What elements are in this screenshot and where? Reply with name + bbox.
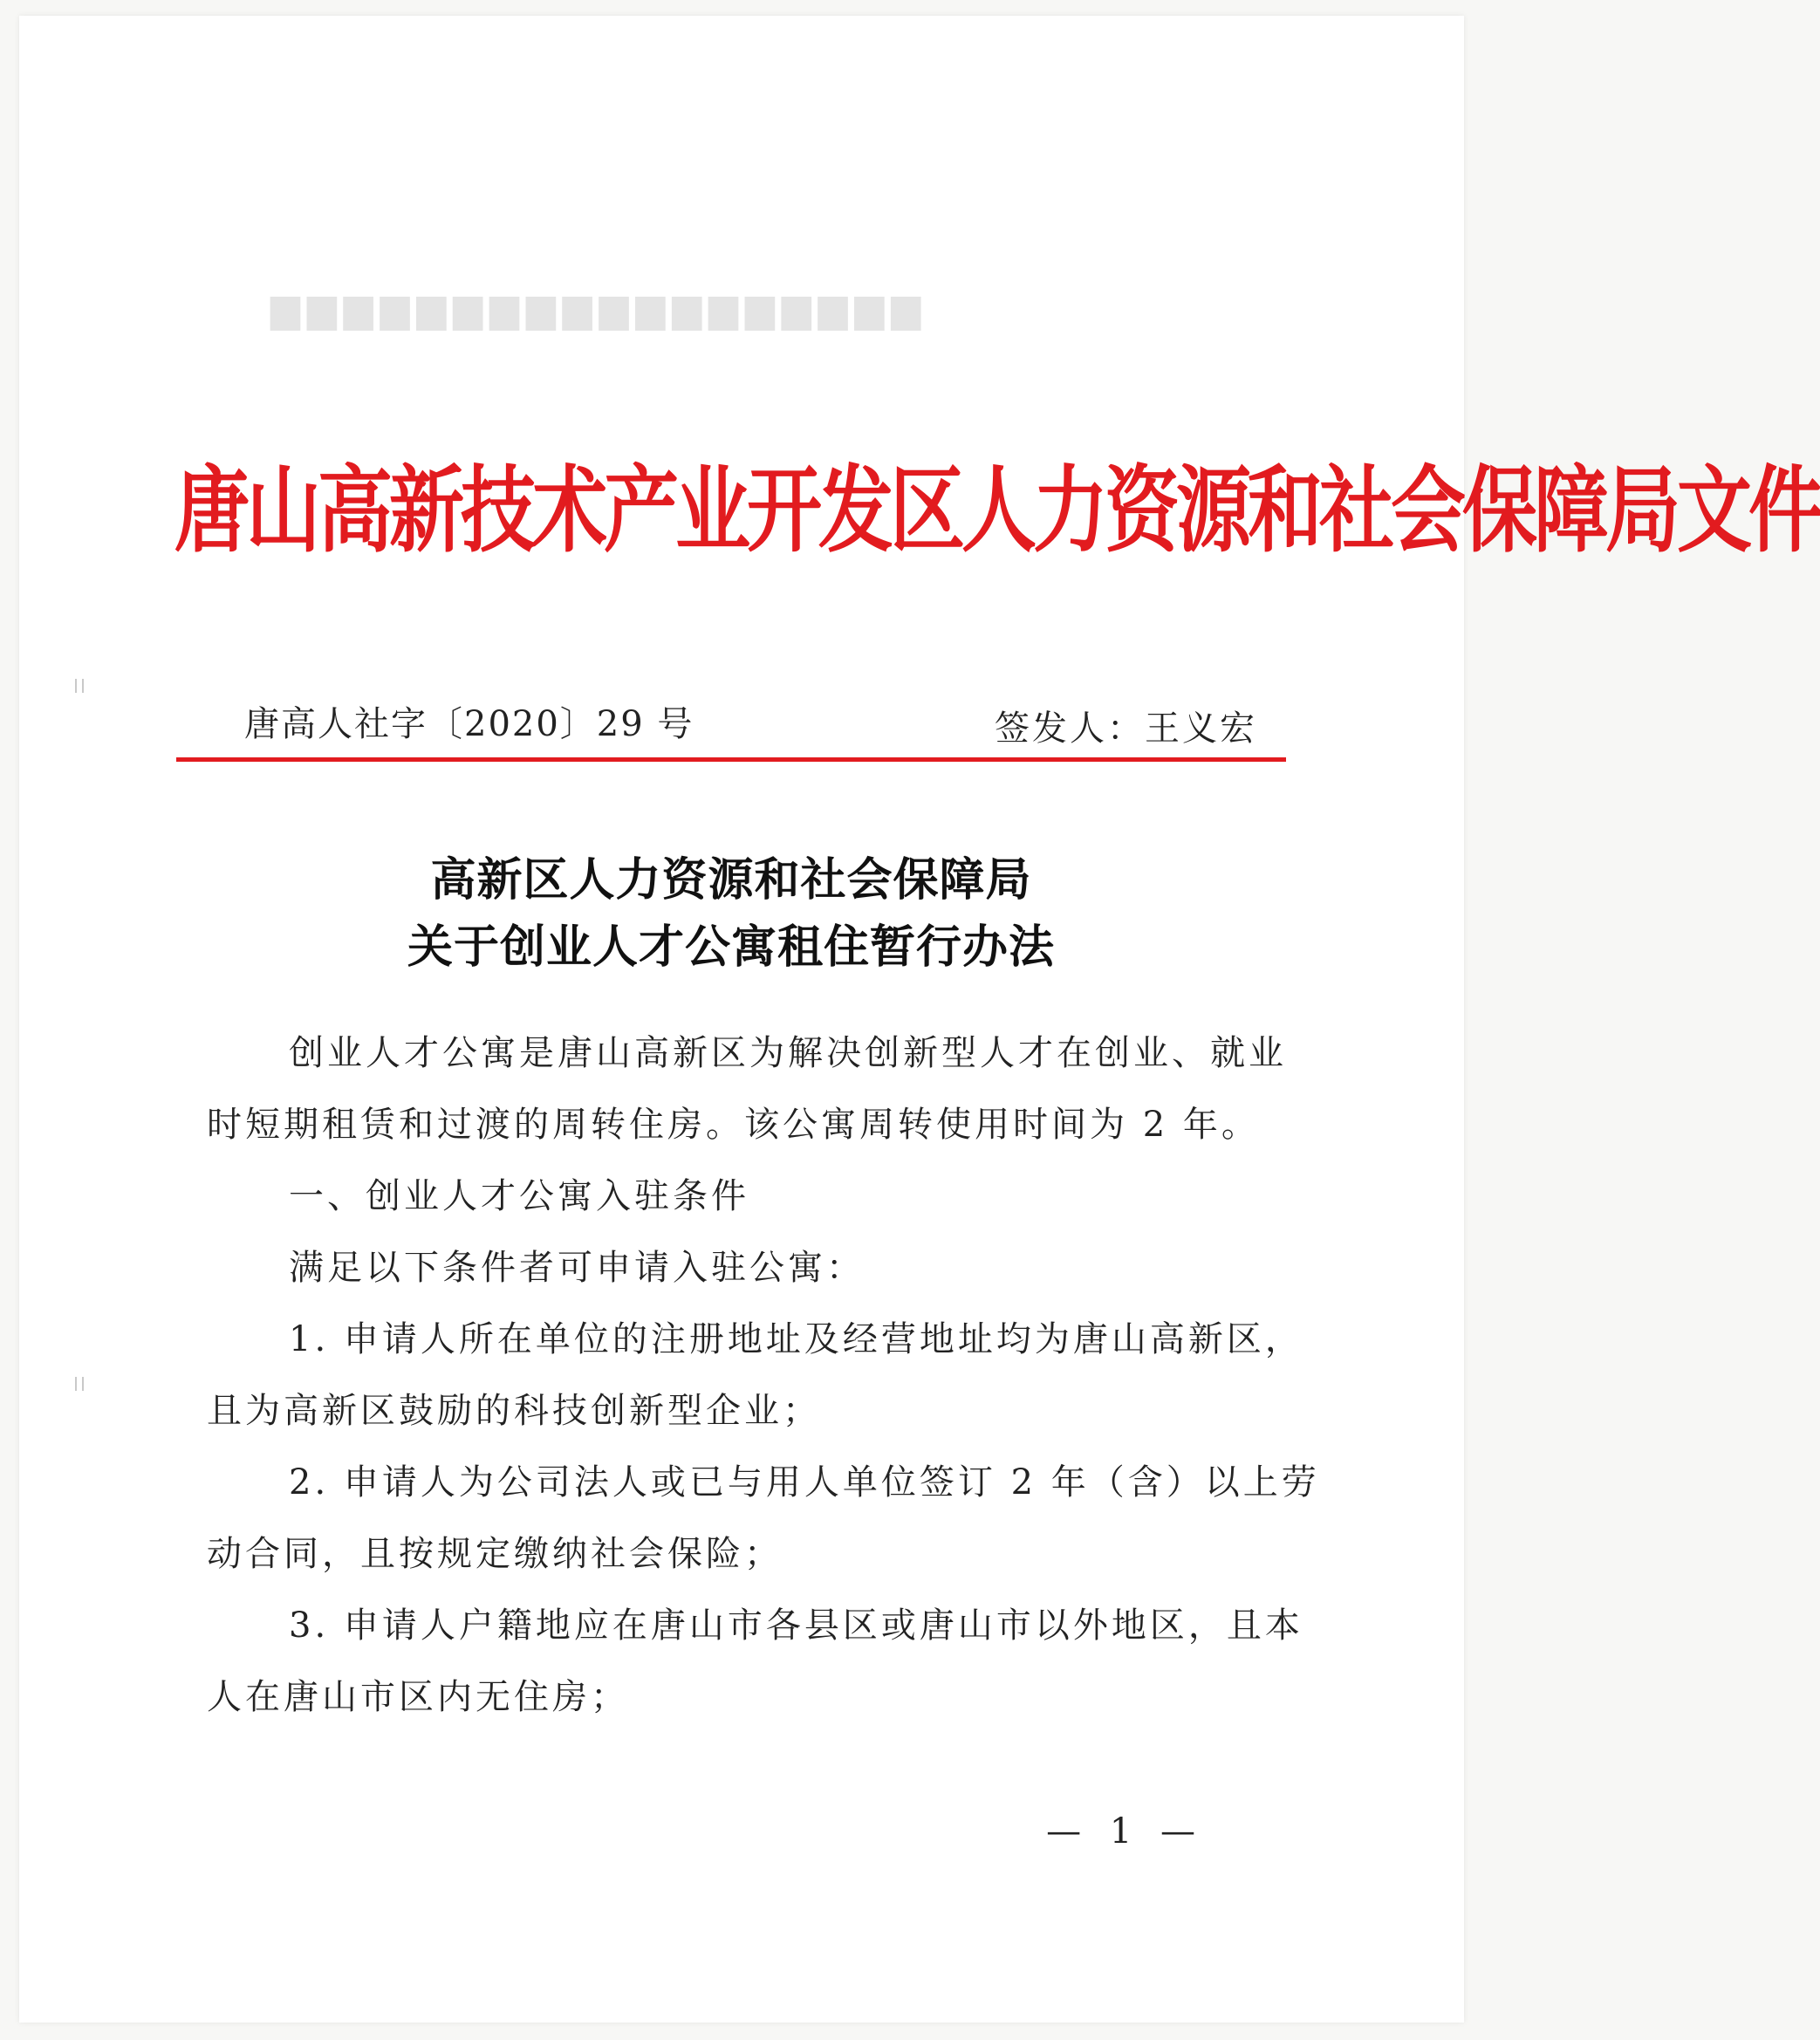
item-2-line-2: 动合同，且按规定缴纳社会保险；: [207, 1534, 783, 1574]
red-divider-rule: [176, 757, 1286, 762]
document-number: 唐高人社字〔2020〕29 号: [244, 704, 694, 744]
document-page: [19, 16, 1820, 2023]
intro-line-1: 创业人才公寓是唐山高新区为解决创新型人才在创业、就业: [289, 1033, 1287, 1073]
item-3-line-1: 3. 申请人户籍地应在唐山市各县区或唐山市以外地区，且本: [289, 1605, 1303, 1646]
document-title-line-2: 关于创业人才公寓租住暂行办法: [407, 921, 1055, 974]
issuer-signature-label: 签发人：王义宏: [995, 709, 1257, 749]
item-1-line-1: 1. 申请人所在单位的注册地址及经营地址均为唐山高新区，: [289, 1319, 1303, 1359]
intro-line-2: 时短期租赁和过渡的周转住房。该公寓周转使用时间为 2 年。: [207, 1105, 1260, 1145]
binding-mark: [75, 679, 84, 693]
body-text: [207, 1017, 1320, 1733]
condition-intro: 满足以下条件者可申请入驻公寓：: [289, 1248, 865, 1288]
binding-mark: [75, 1377, 84, 1391]
red-header-title: 唐山高新技术产业开发区人力资源和社会保障局文件: [174, 455, 1820, 565]
item-1-line-2: 且为高新区鼓励的科技创新型企业；: [207, 1391, 821, 1431]
bleed-through-text: ▆▆▆▆▆▆▆▆▆▆▆▆▆▆▆▆▆▆: [263, 286, 921, 331]
item-2-line-1: 2. 申请人为公司法人或已与用人单位签订 2 年（含）以上劳: [289, 1462, 1320, 1503]
document-title-line-1: 高新区人力资源和社会保障局: [430, 853, 1032, 907]
page-number: — 1 —: [1046, 1811, 1204, 1852]
item-3-line-2: 人在唐山市区内无住房；: [207, 1677, 629, 1717]
section-heading: 一、创业人才公寓入驻条件: [289, 1176, 749, 1216]
